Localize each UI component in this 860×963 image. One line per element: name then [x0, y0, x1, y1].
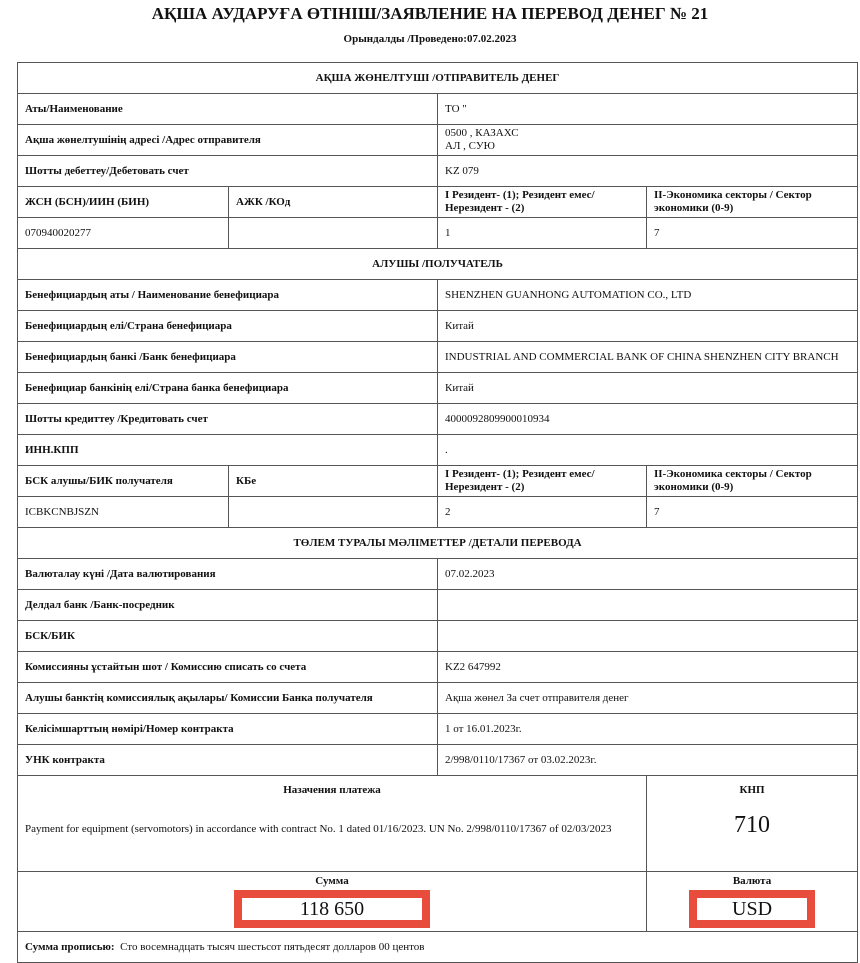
debit-value: KZ 079	[438, 156, 858, 187]
beneficiary-sector-value: 7	[647, 497, 858, 528]
knp-cell	[647, 776, 858, 872]
details-section-header: ТӨЛЕМ ТУРАЛЫ МӘЛІМЕТТЕР /ДЕТАЛИ ПЕРЕВОДА	[18, 528, 858, 559]
sender-resident-label: I Резидент- (1); Резидент емес/ Нерезидент - (2)	[438, 187, 647, 218]
credit-account-value: 4000092809900010934	[438, 404, 858, 435]
credit-account-label: Шотты кредиттеу /Кредитовать счет	[18, 404, 438, 435]
sender-sector-value: 7	[647, 218, 858, 249]
sum-value: 118 650	[299, 897, 365, 920]
sender-name-value: ТО "	[438, 94, 858, 125]
currency-label: Валюта	[732, 875, 772, 887]
currency-cell	[647, 872, 858, 932]
sum-label: Сумма	[315, 875, 349, 887]
beneficiary-name-label: Бенефициардың аты / Наименование бенефициара	[18, 280, 438, 311]
kbe-value	[229, 497, 438, 528]
beneficiary-country-label: Бенефициардың елі/Страна бенефициара	[18, 311, 438, 342]
transfer-form-table	[17, 62, 858, 963]
contract-label: Келісімшарттың нөмірі/Номер контракта	[18, 714, 438, 745]
value-date-label: Валюталау күні /Дата валютирования	[18, 559, 438, 590]
beneficiary-bank-label: Бенефициардың банкі /Банк бенефициара	[18, 342, 438, 373]
purpose-value: Payment for equipment (servomotors) in accordance with contract No. 1 dated 01/16/2023. UN No. 2/998/0110/17367 of 02/03/2023	[25, 823, 612, 835]
sender-sector-label: II-Экономика секторы / Сектор экономики (0-9)	[647, 187, 858, 218]
address-line-2: АЛ , СУЮ	[445, 140, 495, 152]
document-title: АҚША АУДАРУҒА ӨТІНІШ/ЗАЯВЛЕНИЕ НА ПЕРЕВОД ДЕНЕГ № 21	[151, 4, 709, 23]
sender-address-value	[438, 125, 858, 156]
bank-country-value: Китай	[438, 373, 858, 404]
words-label: Сумма прописью:	[25, 940, 115, 953]
sender-name-label: Аты/Наименование	[18, 94, 438, 125]
kbe-label: КБе	[229, 466, 438, 497]
purpose-cell	[18, 776, 647, 872]
executed-date: Орындалды /Проведено:07.02.2023	[343, 33, 517, 45]
bank-country-label: Бенефициар банкінің елі/Страна банка бенефициара	[18, 373, 438, 404]
commissions-label: Алушы банктің комиссиялық ақылары/ Комиссии Банка получателя	[18, 683, 438, 714]
amount-in-words	[18, 932, 858, 963]
beneficiary-name-value: SHENZHEN GUANHONG AUTOMATION CO., LTD	[438, 280, 858, 311]
inn-kpp-label: ИНН.КПП	[18, 435, 438, 466]
words-value: Сто восемнадцать тысяч шестьсот пятьдесят долларов 00 центов	[120, 940, 425, 953]
kod-value	[229, 218, 438, 249]
beneficiary-bank-value: INDUSTRIAL AND COMMERCIAL BANK OF CHINA SHENZHEN CITY BRANCH	[438, 342, 858, 373]
bic-label: БСК алушы/БИК получателя	[18, 466, 229, 497]
currency-value-highlight	[689, 890, 815, 928]
iin-label: ЖСН (БСН)/ИИН (БИН)	[18, 187, 229, 218]
beneficiary-country-value: Китай	[438, 311, 858, 342]
bsk-label: БСК/БИК	[18, 621, 438, 652]
commission-account-label: Комиссияны ұстайтын шот / Комиссию списать со счета	[18, 652, 438, 683]
unk-label: УНК контракта	[18, 745, 438, 776]
beneficiary-sector-label: II-Экономика секторы / Сектор экономики (0-9)	[647, 466, 858, 497]
sender-section-header: АҚША ЖӨНЕЛТУШІ /ОТПРАВИТЕЛЬ ДЕНЕГ	[18, 63, 858, 94]
inn-kpp-value: .	[438, 435, 858, 466]
bsk-value	[438, 621, 858, 652]
purpose-label: Назачения платежа	[283, 784, 381, 796]
knp-value: 710	[734, 812, 771, 838]
commissions-value: Ақша жөнел За счет отправителя денег	[438, 683, 858, 714]
contract-value: 1 от 16.01.2023г.	[438, 714, 858, 745]
unk-value: 2/998/0110/17367 от 03.02.2023г.	[438, 745, 858, 776]
intermediary-value	[438, 590, 858, 621]
knp-label: КНП	[739, 784, 765, 796]
currency-value: USD	[732, 897, 773, 920]
iin-value: 070940020277	[18, 218, 229, 249]
value-date-value: 07.02.2023	[438, 559, 858, 590]
sum-cell	[18, 872, 647, 932]
sender-address-label: Ақша жөнелтушінің адресі /Адрес отправителя	[18, 125, 438, 156]
commission-account-value: KZ2 647992	[438, 652, 858, 683]
debit-label: Шотты дебеттеу/Дебетовать счет	[18, 156, 438, 187]
address-line-1: 0500 , КАЗАХС	[445, 127, 519, 139]
sum-value-highlight	[234, 890, 430, 928]
kod-label: АЖК /КОд	[229, 187, 438, 218]
beneficiary-resident-label: I Резидент- (1); Резидент емес/ Нерезидент - (2)	[438, 466, 647, 497]
beneficiary-resident-value: 2	[438, 497, 647, 528]
sender-resident-value: 1	[438, 218, 647, 249]
bic-value: ICBKCNBJSZN	[18, 497, 229, 528]
beneficiary-section-header: АЛУШЫ /ПОЛУЧАТЕЛЬ	[18, 249, 858, 280]
intermediary-label: Делдал банк /Банк-посредник	[18, 590, 438, 621]
